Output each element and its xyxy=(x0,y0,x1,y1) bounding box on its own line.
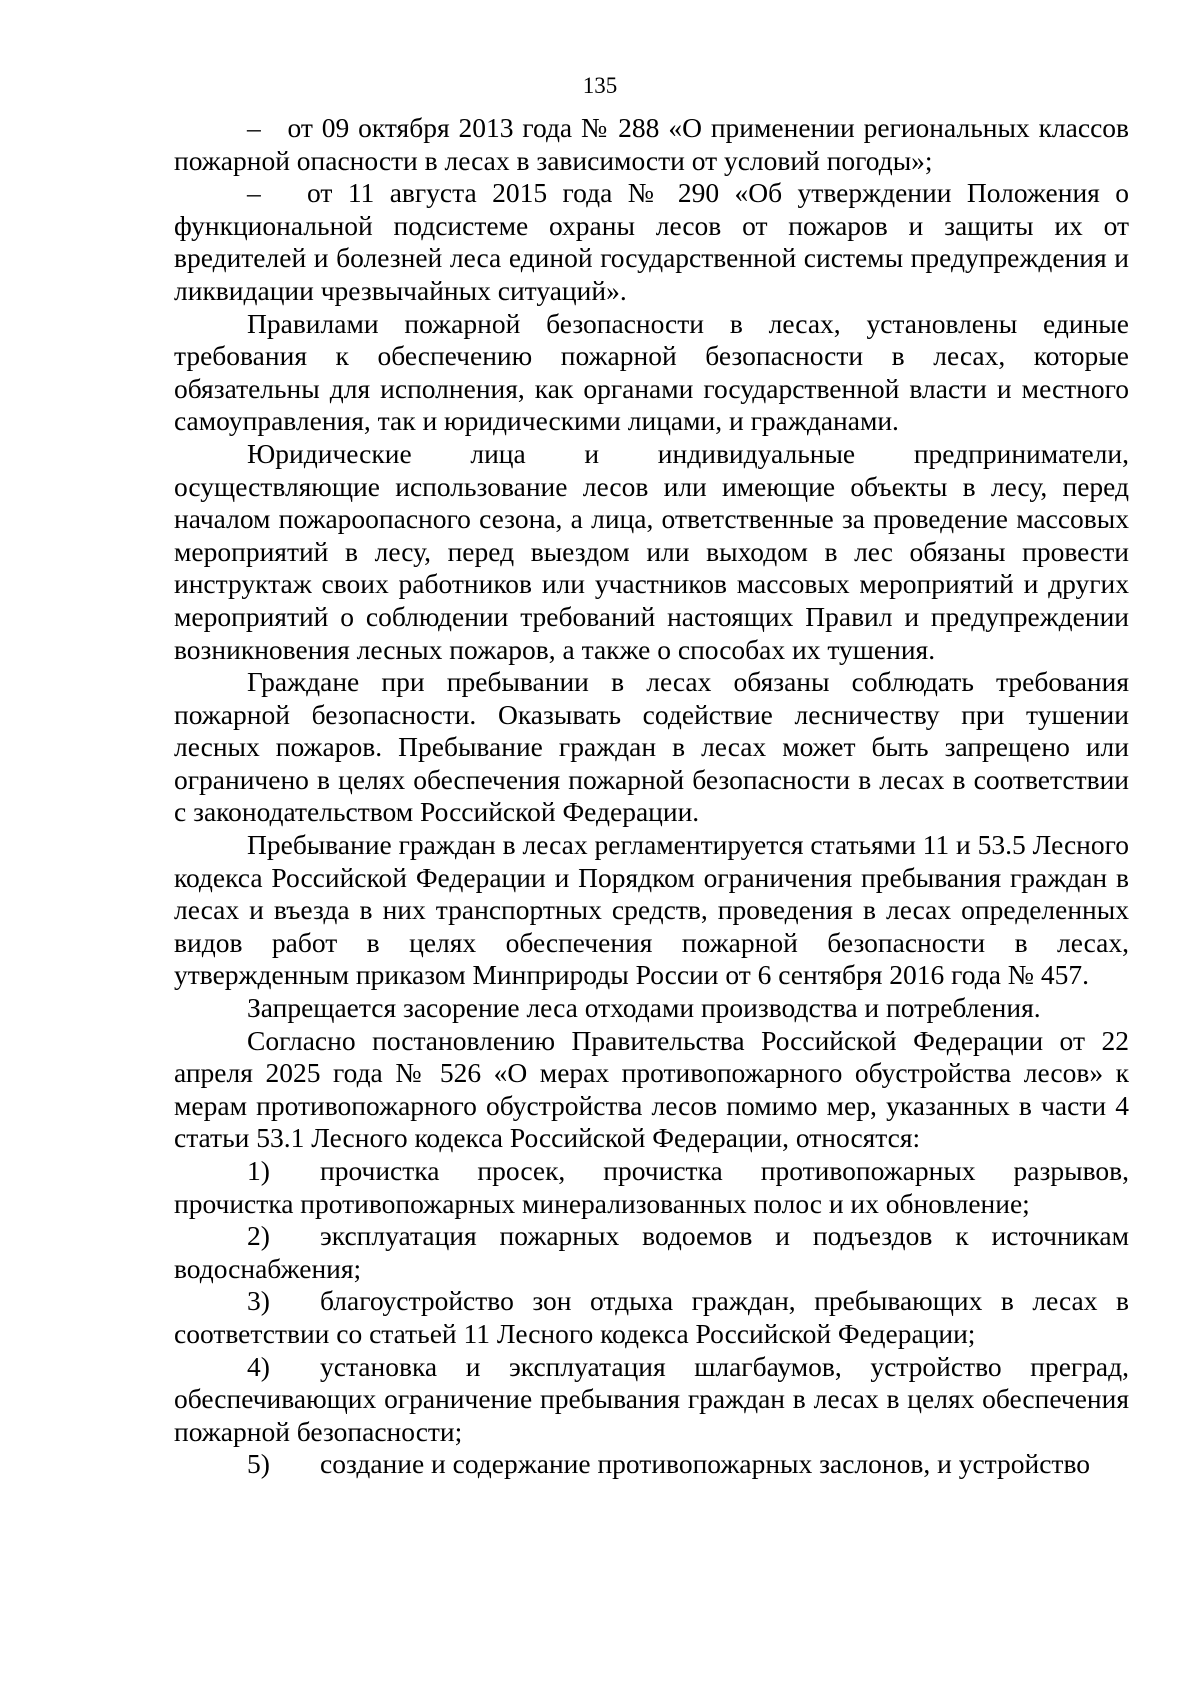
list-item xyxy=(174,1351,1129,1449)
list-item-number: 4) xyxy=(247,1350,270,1382)
list-item-text: благоустройство зон отдыха граждан, пребывающих в лесах в соответствии со статьей 11 Лесного кодекса Российской Федерации; xyxy=(174,1285,1129,1349)
paragraph-text: от 11 августа 2015 года № 290 «Об утверждении Положения о функциональной подсистеме охраны лесов от пожаров и защиты их от вредителей и болезней леса единой государственной системы предупреждения и ликвидации чрезвычайных ситуаций». xyxy=(174,177,1129,306)
bullet-marker: – xyxy=(247,177,261,209)
list-item-number: 2) xyxy=(247,1220,270,1252)
list-item-text: создание и содержание противопожарных заслонов, и устройство xyxy=(320,1448,1090,1480)
list-item-number: 5) xyxy=(247,1448,270,1480)
paragraph: Согласно постановлению Правительства Российской Федерации от 22 апреля 2025 года № 526 «О мерах противопожарного обустройства лесов» к мерам противопожарного обустройства лесов помимо мер, указанных в части 4 статьи 53.1 Лесного кодекса Российской Федерации, относятся: xyxy=(174,1024,1129,1154)
list-item-number: 1) xyxy=(247,1155,270,1186)
page-number: 135 xyxy=(582,73,618,98)
list-item-text: прочистка просек, прочистка противопожарных разрывов, прочистка противопожарных минерализованных полос и их обновление; xyxy=(174,1155,1129,1219)
document-body xyxy=(174,112,1129,1481)
paragraph: Запрещается засорение леса отходами производства и потребления. xyxy=(247,992,1041,1024)
list-item-text: установка и эксплуатация шлагбаумов, устройство преград, обеспечивающих ограничение пребывания граждан в лесах в целях обеспечения пожарной безопасности; xyxy=(174,1350,1129,1447)
list-item xyxy=(174,1155,1129,1220)
list-item xyxy=(174,1220,1129,1285)
paragraph: Пребывание граждан в лесах регламентируется статьями 11 и 53.5 Лесного кодекса Российской Федерации и Порядком ограничения пребывания граждан в лесах и въезда в них транспортных средств, проведения в лесах определенных видов работ в целях обеспечения пожарной безопасности в лесах, утвержденным приказом Минприроды России от 6 сентября 2016 года № 457. xyxy=(174,829,1129,991)
list-item-text: эксплуатация пожарных водоемов и подъездов к источникам водоснабжения; xyxy=(174,1220,1129,1284)
paragraph: Граждане при пребывании в лесах обязаны соблюдать требования пожарной безопасности. Оказывать содействие лесничеству при тушении лесных пожаров. Пребывание граждан в лесах может быть запрещено или ограничено в целях обеспечения пожарной безопасности в лесах в соответствии с законодательством Российской Федерации. xyxy=(174,666,1129,828)
list-item-number: 3) xyxy=(247,1285,270,1317)
paragraph: Правилами пожарной безопасности в лесах, установлены единые требования к обеспечению пожарной безопасности в лесах, которые обязательны для исполнения, как органами государственной власти и местного самоуправления, так и юридическими лицами, и гражданами. xyxy=(174,307,1129,437)
bullet-paragraph xyxy=(174,177,1129,307)
list-item xyxy=(174,1285,1129,1350)
paragraph-text: от 09 октября 2013 года № 288 «О применении региональных классов пожарной опасности в лесах в зависимости от условий погоды»; xyxy=(174,112,1130,176)
list-item xyxy=(174,1448,1129,1481)
bullet-paragraph xyxy=(174,112,1129,177)
paragraph: Юридические лица и индивидуальные предприниматели, осуществляющие использование лесов или имеющие объекты в лесу, перед началом пожароопасного сезона, а лица, ответственные за проведение массовых мероприятий в лесу, перед выездом или выходом в лес обязаны провести инструктаж своих работников или участников массовых мероприятий и других мероприятий о соблюдении требований настоящих Правил и предупреждении возникновения лесных пожаров, а также о способах их тушения. xyxy=(174,437,1129,665)
bullet-marker: – xyxy=(247,112,261,143)
